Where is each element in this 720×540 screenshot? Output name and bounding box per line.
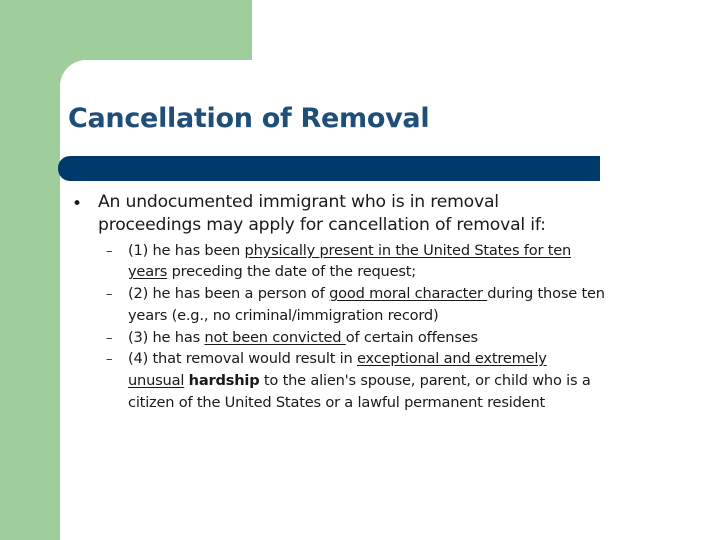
sub-item-2-underlined: good moral character	[329, 285, 488, 302]
bullet-marker: •	[72, 194, 83, 214]
slide-title: Cancellation of Removal	[68, 103, 430, 134]
sub-item-2-text-post: during those ten	[487, 285, 605, 302]
sub-item-3-text-post: of certain offenses	[345, 329, 478, 346]
sub-item-1-underlined: physically present in the United States for ten	[244, 242, 572, 259]
sub-item-4-text-2: to the alien's spouse, parent, or child who is a	[259, 372, 591, 389]
sub-item-2-line-2: years (e.g., no criminal/immigration record)	[128, 307, 439, 324]
sub-item-1-underlined-2: years	[128, 263, 168, 280]
sub-item-marker: –	[106, 331, 113, 346]
sub-item-4-underlined-2: unusual	[128, 372, 185, 389]
bullet-text-line-1: An undocumented immigrant who is in removal	[98, 192, 499, 212]
sub-item-4-line-3: citizen of the United States or a lawful permanent resident	[128, 394, 546, 411]
sub-item-1-line-1	[128, 242, 571, 259]
sub-item-1-text-2: preceding the date of the request;	[167, 263, 417, 280]
sub-item-marker: –	[106, 287, 113, 302]
sub-item-4-bold: hardship	[188, 372, 260, 389]
sub-item-3-text: (3) he has	[128, 329, 205, 346]
bullet-text-line-2: proceedings may apply for cancellation of removal if:	[98, 215, 546, 235]
sub-item-2-line-1	[128, 285, 605, 302]
sub-item-4-underlined: exceptional and extremely	[357, 350, 547, 367]
sub-item-3-underlined: not been convicted	[204, 329, 346, 346]
sub-item-1-text: (1) he has been	[128, 242, 245, 259]
sub-item-3-line-1	[128, 329, 478, 346]
sub-item-marker: –	[106, 352, 113, 367]
sub-item-2-text: (2) he has been a person of	[128, 285, 330, 302]
sub-item-4-line-1	[128, 350, 547, 367]
sub-item-1-line-2	[128, 263, 416, 280]
sub-item-4-line-2	[128, 372, 591, 389]
sub-item-marker: –	[106, 244, 113, 259]
sub-item-4-text: (4) that removal would result in	[128, 350, 358, 367]
